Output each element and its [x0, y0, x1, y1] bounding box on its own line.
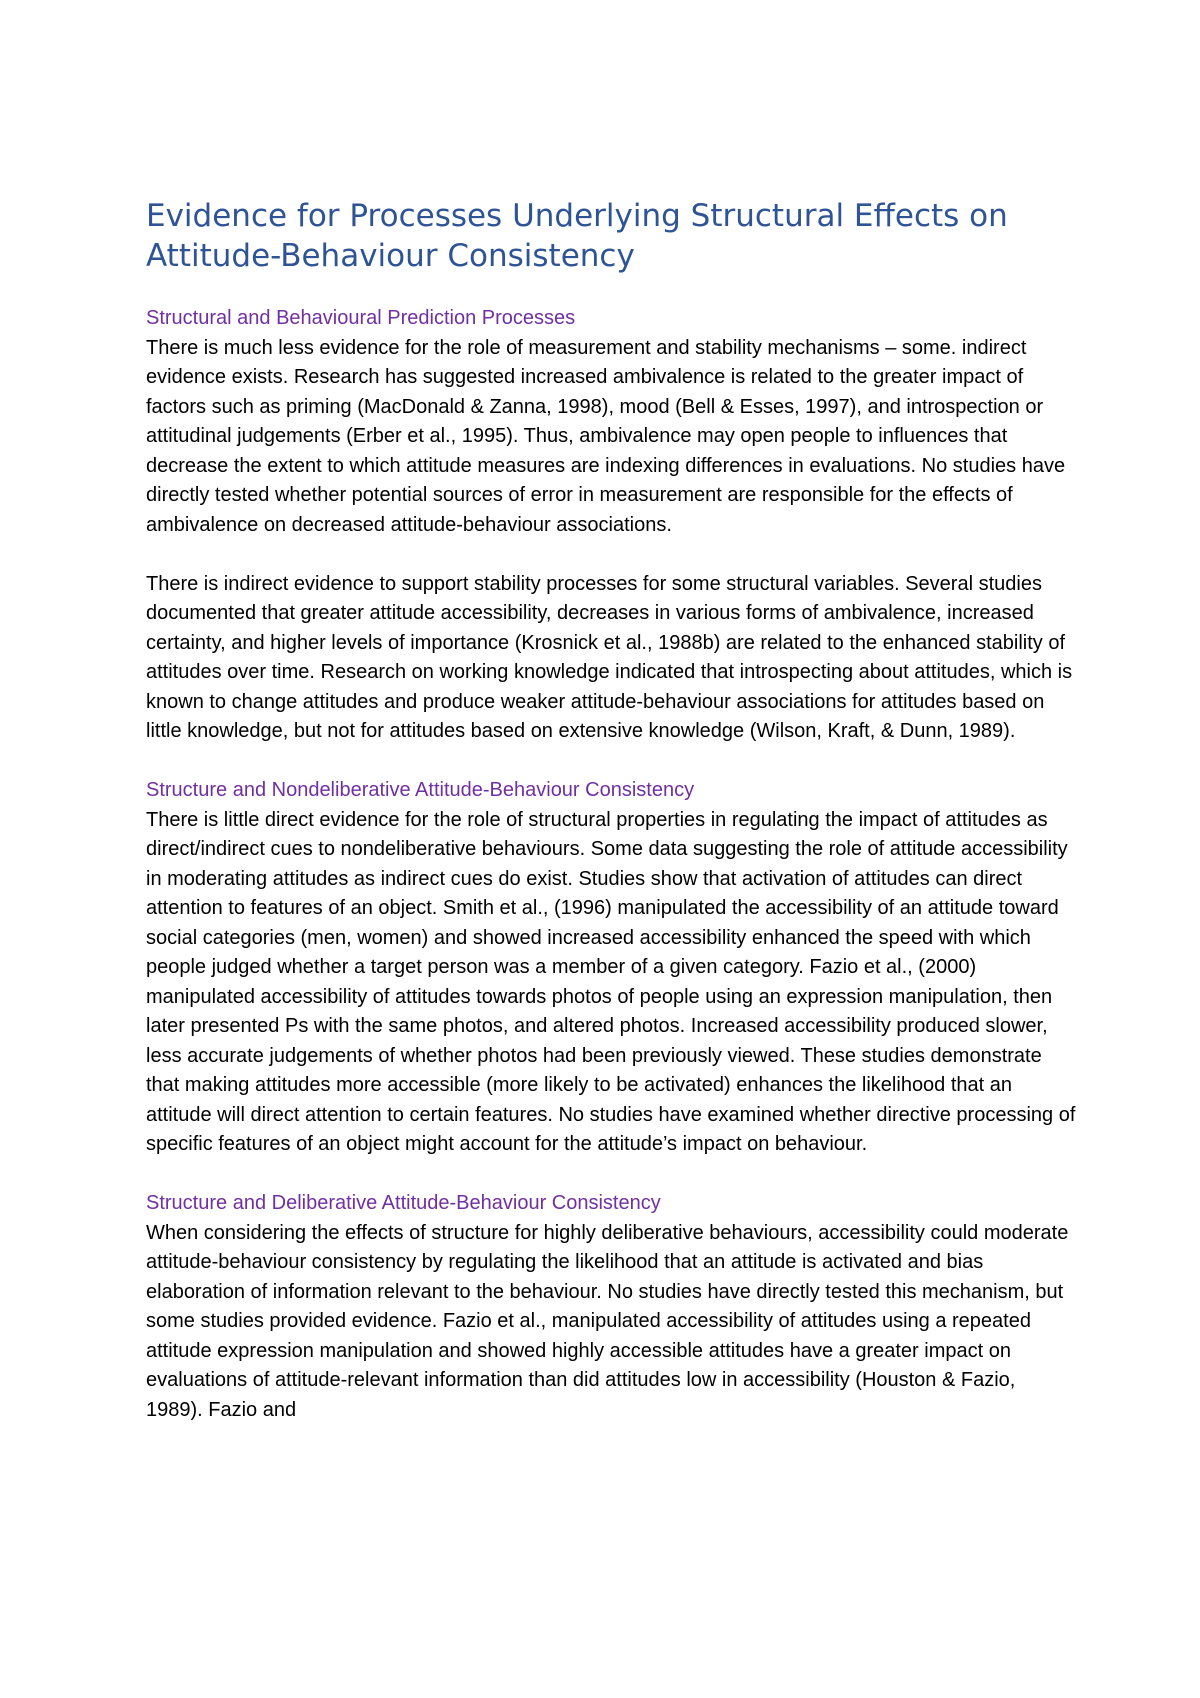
paragraph-spacer	[146, 747, 1076, 777]
paragraph-deliberative: When considering the effects of structure for highly deliberative behaviours, accessibility could moderate attitude-behaviour consistency by regulating the likelihood that an attitude is activated and bias elaboration of information relevant to the behaviour. No studies have directly tested this mechanism, but some studies provided evidence. Fazio et al., manipulated accessibility of attitudes using a repeated attitude expression manipulation and showed highly accessible attitudes have a greater impact on evaluations of attitude-relevant information than did attitudes low in accessibility (Houston & Fazio, 1989). Fazio and	[146, 1221, 1069, 1421]
section-heading-nondeliberative: Structure and Nondeliberative Attitude-Behaviour Consistency	[146, 779, 695, 801]
section-heading-deliberative: Structure and Deliberative Attitude-Behaviour Consistency	[146, 1192, 661, 1214]
page-title: Evidence for Processes Underlying Structural Effects on Attitude-Behaviour Consistency	[146, 198, 1008, 274]
paragraph-spacer	[146, 1160, 1076, 1190]
paragraph-stability-processes: There is indirect evidence to support stability processes for some structural variables. Several studies documented that greater attitude accessibility, decreases in various forms of ambivalence, increased certainty, and higher levels of importance (Krosnick et al., 1988b) are related to the enhanced stability of attitudes over time. Research on working knowledge indicated that introspecting about attitudes, which is known to change attitudes and produce weaker attitude-behaviour associations for attitudes based on little knowledge, but not for attitudes based on extensive knowledge (Wilson, Kraft, & Dunn, 1989).	[146, 572, 1073, 742]
document-page	[146, 196, 1076, 1425]
paragraph-spacer	[146, 540, 1076, 570]
paragraph-nondeliberative: There is little direct evidence for the role of structural properties in regulating the impact of attitudes as direct/indirect cues to nondeliberative behaviours. Some data suggesting the role of attitude accessibility in moderating attitudes as indirect cues do exist. Studies show that activation of attitudes can direct attention to features of an object. Smith et al., (1996) manipulated the accessibility of an attitude toward social categories (men, women) and showed increased accessibility enhanced the speed with which people judged whether a target person was a member of a given category. Fazio et al., (2000) manipulated accessibility of attitudes towards photos of people using an expression manipulation, then later presented Ps with the same photos, and altered photos. Increased accessibility produced slower, less accurate judgements of whether photos had been previously viewed. These studies demonstrate that making attitudes more accessible (more likely to be activated) enhances the likelihood that an attitude will direct attention to certain features. No studies have examined whether directive processing of specific features of an object might account for the attitude’s impact on behaviour.	[146, 808, 1076, 1155]
section-heading-prediction-processes: Structural and Behavioural Prediction Processes	[146, 307, 576, 329]
paragraph-measurement-stability: There is much less evidence for the role of measurement and stability mechanisms – some. indirect evidence exists. Research has suggested increased ambivalence is related to the greater impact of factors such as priming (MacDonald & Zanna, 1998), mood (Bell & Esses, 1997), and introspection or attitudinal judgements (Erber et al., 1995). Thus, ambivalence may open people to influences that decrease the extent to which attitude measures are indexing differences in evaluations. No studies have directly tested whether potential sources of error in measurement are responsible for the effects of ambivalence on decreased attitude-behaviour associations.	[146, 336, 1066, 536]
